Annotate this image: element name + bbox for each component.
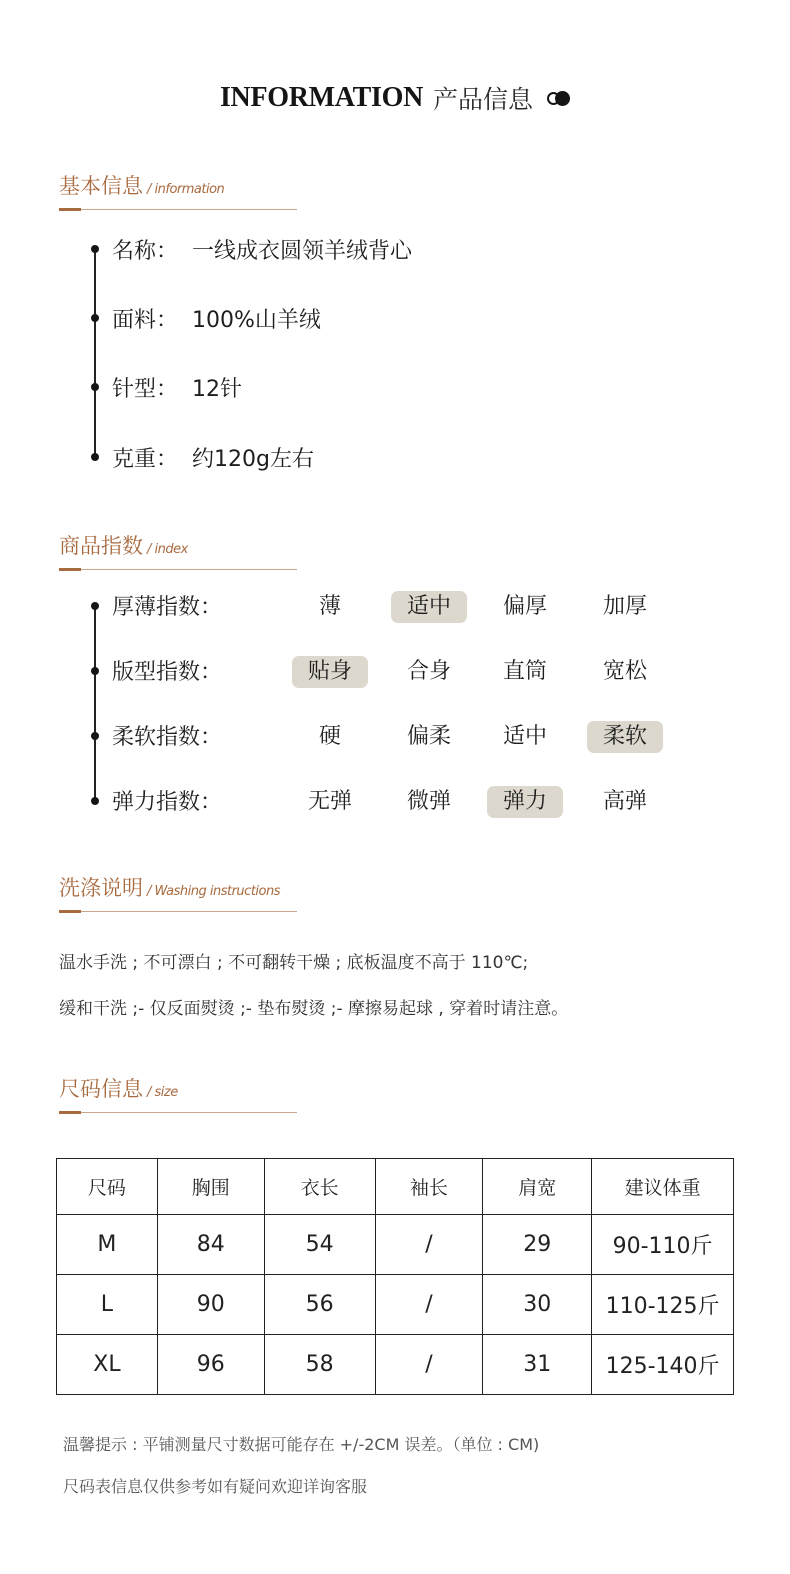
column-header: 胸围	[157, 1159, 264, 1215]
index-option: 微弹	[406, 789, 451, 814]
table-cell: 110-125斤	[592, 1275, 734, 1335]
index-option-selected: 贴身	[292, 656, 368, 688]
table-cell: M	[57, 1215, 158, 1275]
section-title-washing: 洗涤说明 / Washing instructions	[59, 876, 280, 900]
title-english: INFORMATION	[219, 82, 424, 113]
index-option: 无弹	[307, 789, 352, 814]
table-cell: 96	[157, 1335, 264, 1395]
index-option: 宽松	[602, 659, 647, 684]
timeline-dot	[91, 453, 99, 461]
table-cell: 56	[264, 1275, 375, 1335]
section-title-index: 商品指数 / index	[59, 534, 188, 558]
info-value: 100%山羊绒	[192, 308, 321, 333]
column-header: 衣长	[264, 1159, 375, 1215]
section-header-washing	[59, 872, 297, 912]
section-subtitle-size: / size	[147, 1085, 178, 1100]
info-label: 面料：	[112, 308, 179, 333]
column-header: 建议体重	[592, 1159, 734, 1215]
info-value: 一线成衣圆领羊绒背心	[192, 239, 413, 264]
table-cell: L	[57, 1275, 158, 1335]
info-row-weight	[112, 442, 314, 473]
timeline-line-index	[94, 605, 96, 803]
index-option-selected: 适中	[391, 591, 467, 623]
index-option: 加厚	[602, 594, 647, 619]
index-option: 合身	[406, 659, 451, 684]
section-subtitle-basic: / information	[147, 182, 225, 197]
table-cell: 84	[157, 1215, 264, 1275]
section-divider	[59, 1112, 297, 1113]
index-label: 弹力指数：	[112, 790, 223, 815]
solid-dot-icon	[555, 91, 570, 106]
info-row-name	[112, 234, 412, 265]
index-label: 柔软指数：	[112, 725, 223, 750]
info-value: 约120g左右	[192, 447, 314, 472]
table-cell: 31	[483, 1335, 592, 1395]
info-value: 12针	[192, 377, 242, 402]
table-cell: 54	[264, 1215, 375, 1275]
section-divider	[59, 569, 297, 570]
section-accent-bar	[59, 1111, 81, 1114]
info-row-fabric	[112, 303, 321, 334]
column-header: 肩宽	[483, 1159, 592, 1215]
section-divider	[59, 209, 297, 210]
index-option: 偏柔	[406, 724, 451, 749]
table-cell: 30	[483, 1275, 592, 1335]
section-accent-bar	[59, 910, 81, 913]
column-header: 尺码	[57, 1159, 158, 1215]
section-subtitle-index: / index	[147, 542, 188, 557]
table-cell: /	[375, 1275, 483, 1335]
section-title-basic: 基本信息 / information	[59, 174, 225, 198]
reference-note: 尺码表信息仅供参考如有疑问欢迎详询客服	[63, 1477, 368, 1496]
title-chinese: 产品信息	[433, 85, 534, 114]
index-option: 硬	[318, 724, 341, 749]
timeline-dot	[91, 602, 99, 610]
info-label: 名称：	[112, 239, 179, 264]
index-option-selected: 柔软	[587, 721, 663, 753]
section-subtitle-washing: / Washing instructions	[147, 884, 280, 899]
section-header-basic	[59, 170, 297, 210]
info-label: 针型：	[112, 377, 179, 402]
table-row	[57, 1215, 734, 1275]
table-cell: 125-140斤	[592, 1335, 734, 1395]
tip-note: 温馨提示 : 平铺测量尺寸数据可能存在 +/-2CM 误差。（单位 : CM)	[63, 1435, 540, 1454]
section-header-size	[59, 1073, 297, 1113]
timeline-dot	[91, 797, 99, 805]
table-row	[57, 1275, 734, 1335]
timeline-dot	[91, 383, 99, 391]
index-label: 版型指数：	[112, 660, 223, 685]
washing-line: 缓和干洗 ;- 仅反面熨烫 ;- 垫布熨烫 ;- 摩擦易起球 , 穿着时请注意。	[59, 999, 569, 1019]
title-dots-icon	[547, 91, 570, 106]
index-label: 厚薄指数：	[112, 595, 223, 620]
washing-line: 温水手洗 ; 不可漂白 ; 不可翻转干燥 ; 底板温度不高于 110℃;	[59, 953, 529, 973]
section-divider	[59, 911, 297, 912]
timeline-line-basic	[94, 249, 96, 457]
table-cell: XL	[57, 1335, 158, 1395]
index-option-selected: 弹力	[487, 786, 563, 818]
table-cell: /	[375, 1335, 483, 1395]
info-label: 克重：	[112, 447, 179, 472]
index-option: 适中	[502, 724, 547, 749]
section-title-size: 尺码信息 / size	[59, 1077, 178, 1101]
table-header-row	[57, 1159, 734, 1215]
column-header: 袖长	[375, 1159, 483, 1215]
index-option: 薄	[318, 594, 341, 619]
table-cell: 90-110斤	[592, 1215, 734, 1275]
table-cell: 58	[264, 1335, 375, 1395]
index-option: 高弹	[602, 789, 647, 814]
timeline-dot	[91, 314, 99, 322]
timeline-dot	[91, 732, 99, 740]
table-row	[57, 1335, 734, 1395]
table-cell: 90	[157, 1275, 264, 1335]
section-accent-bar	[59, 208, 81, 211]
index-option: 偏厚	[502, 594, 547, 619]
index-option: 直筒	[502, 659, 547, 684]
size-table	[56, 1158, 734, 1395]
table-cell: 29	[483, 1215, 592, 1275]
timeline-dot	[91, 667, 99, 675]
page-title	[0, 80, 790, 116]
table-cell: /	[375, 1215, 483, 1275]
section-accent-bar	[59, 568, 81, 571]
timeline-dot	[91, 245, 99, 253]
info-row-gauge	[112, 372, 242, 403]
section-header-index	[59, 530, 297, 570]
